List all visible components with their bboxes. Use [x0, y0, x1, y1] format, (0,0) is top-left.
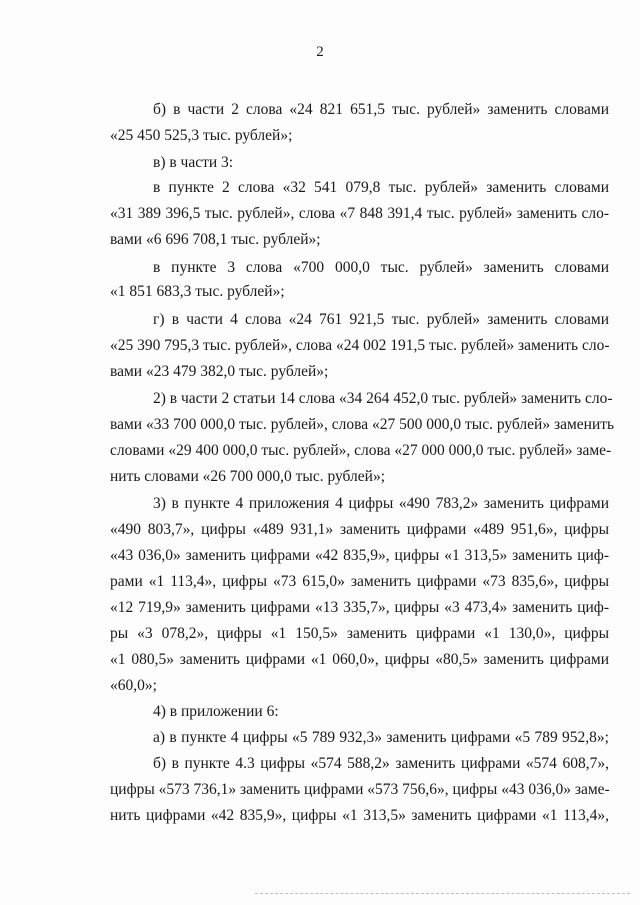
text-line: 3) в пункте 4 приложения 4 цифры «490 783,2» заменить цифрами	[153, 495, 609, 512]
text-line: б) в части 2 слова «24 821 651,5 тыс. рублей» заменить словами	[153, 101, 609, 118]
text-line: «60,0»;	[110, 677, 157, 694]
text-line: вами «23 479 382,0 тыс. рублей»;	[110, 363, 329, 380]
text-line: нить словами «26 700 000,0 тыс. рублей»;	[110, 468, 386, 485]
text-line: в пункте 3 слова «700 000,0 тыс. рублей» заменить словами	[153, 259, 609, 276]
text-line: «31 389 396,5 тыс. рублей», слова «7 848 391,4 тыс. рублей» заменить сло-	[110, 205, 609, 222]
text-line: «43 036,0» заменить цифрами «42 835,9», цифры «1 313,5» заменить циф-	[110, 547, 609, 564]
text-line: нить цифрами «42 835,9», цифры «1 313,5» заменить цифрами «1 113,4»,	[110, 807, 609, 824]
page-number: 2	[316, 44, 324, 60]
text-line: ры «3 078,2», цифры «1 150,5» заменить цифрами «1 130,0», цифры	[110, 625, 609, 642]
text-line: цифры «573 736,1» заменить цифрами «573 756,6», цифры «43 036,0» заме-	[110, 781, 610, 798]
text-line: рами «1 113,4», цифры «73 615,0» заменить цифрами «73 835,6», цифры	[110, 573, 609, 590]
text-line: 4) в приложении 6:	[153, 703, 279, 720]
text-line: б) в пункте 4.3 цифры «574 588,2» заменить цифрами «574 608,7»,	[153, 755, 609, 772]
text-line: «12 719,9» заменить цифрами «13 335,7», цифры «3 473,4» заменить циф-	[110, 599, 609, 616]
text-line: словами «29 400 000,0 тыс. рублей», слова «27 000 000,0 тыс. рублей» заме-	[110, 442, 612, 459]
text-line: «1 080,5» заменить цифрами «1 060,0», цифры «80,5» заменить цифрами	[110, 651, 609, 668]
text-line: 2) в части 2 статьи 14 слова «34 264 452,0 тыс. рублей» заменить сло-	[153, 390, 613, 407]
text-line: в пункте 2 слова «32 541 079,8 тыс. рублей» заменить словами	[153, 179, 609, 196]
text-line: «490 803,7», цифры «489 931,1» заменить цифрами «489 951,6», цифры	[110, 521, 609, 538]
text-line: г) в части 4 слова «24 761 921,5 тыс. рублей» заменить словами	[153, 311, 609, 328]
text-line: «25 390 795,3 тыс. рублей», слова «24 002 191,5 тыс. рублей» заменить сло-	[110, 337, 610, 354]
text-line: «25 450 525,3 тыс. рублей»;	[110, 127, 293, 144]
text-line: в) в части 3:	[153, 154, 234, 171]
text-line: вами «33 700 000,0 тыс. рублей», слова «27 500 000,0 тыс. рублей» заменить	[110, 416, 615, 433]
text-line: «1 851 683,3 тыс. рублей»;	[110, 283, 285, 300]
text-line: а) в пункте 4 цифры «5 789 932,3» заменить цифрами «5 789 952,8»;	[153, 729, 609, 746]
text-line: вами «6 696 708,1 тыс. рублей»;	[110, 231, 321, 248]
bottom-edge-line	[255, 893, 630, 894]
